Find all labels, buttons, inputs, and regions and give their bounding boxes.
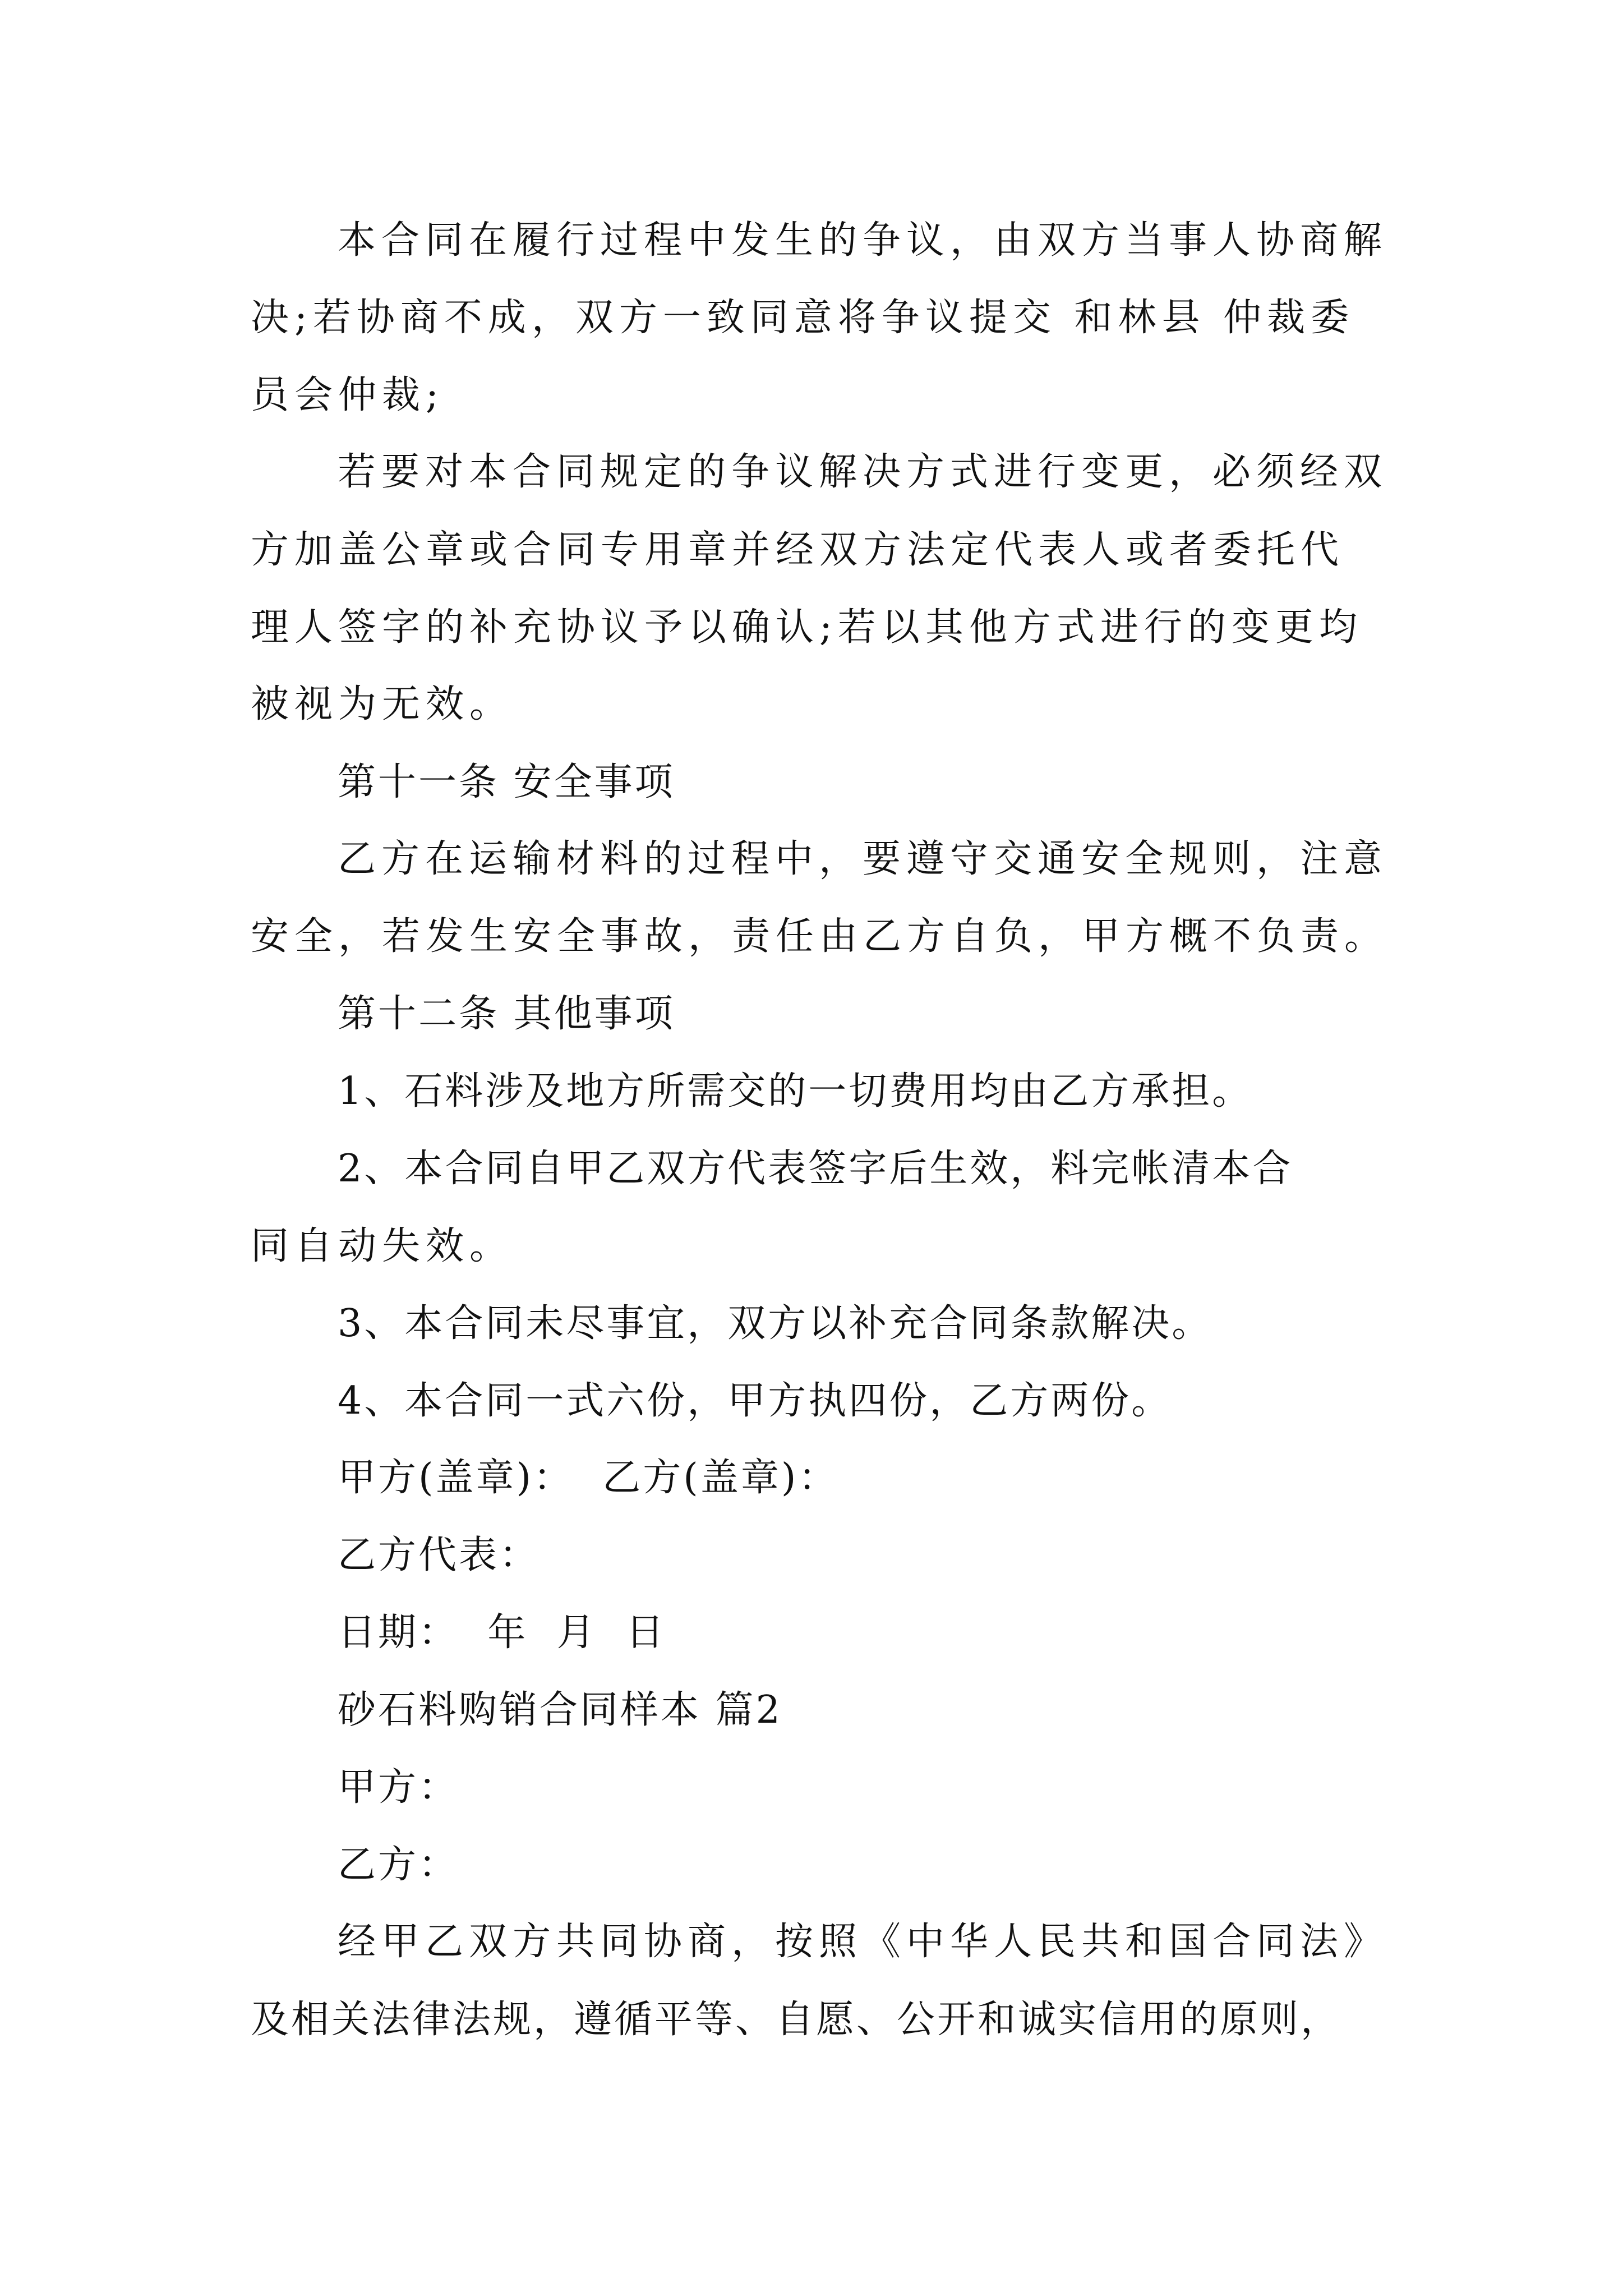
section-heading-12: 第十二条 其他事项 (338, 992, 675, 1036)
text-line-5: 方加盖公章或合同专用章并经双方法定代表人或者委托代 (251, 528, 1345, 572)
article-title-2: 砂石料购销合同样本 篇2 (338, 1688, 782, 1732)
list-item-1: 1、石料涉及地方所需交的一切费用均由乙方承担。 (338, 1069, 1253, 1114)
list-item-3: 3、本合同未尽事宜，双方以补充合同条款解决。 (338, 1301, 1212, 1346)
text-line-1: 本合同在履行过程中发生的争议，由双方当事人协商解 (338, 218, 1388, 263)
text-line-7: 被视为无效。 (251, 682, 514, 726)
party-seal-line: 甲方(盖章)： 乙方(盖章)： (338, 1456, 839, 1500)
text-line-10: 安全，若发生安全事故，责任由乙方自负，甲方概不负责。 (251, 914, 1389, 959)
list-item-2: 2、本合同自甲乙双方代表签字后生效，料完帐清本合 (338, 1147, 1293, 1191)
text-line-24: 及相关法律法规，遵循平等、自愿、公开和诚实信用的原则， (251, 1998, 1341, 2042)
text-line-2: 决;若协商不成，双方一致同意将争议提交 和林县 仲裁委 (251, 296, 1355, 340)
party-a-label: 甲方： (338, 1765, 459, 1810)
section-heading-11: 第十一条 安全事项 (338, 760, 675, 804)
party-b-representative: 乙方代表： (338, 1533, 540, 1577)
text-line-3: 员会仲裁; (251, 373, 444, 417)
text-line-6: 理人签字的补充协议予以确认;若以其他方式进行的变更均 (251, 605, 1363, 650)
text-line-9: 乙方在运输材料的过程中，要遵守交通安全规则，注意 (338, 837, 1388, 881)
party-b-label: 乙方： (338, 1843, 459, 1887)
text-line-14: 同自动失效。 (251, 1224, 514, 1268)
text-line-23: 经甲乙双方共同协商，按照《中华人民共和国合同法》 (338, 1920, 1388, 1964)
text-line-4: 若要对本合同规定的争议解决方式进行变更，必须经双 (338, 450, 1388, 494)
list-item-4: 4、本合同一式六份，甲方执四份，乙方两份。 (338, 1379, 1172, 1423)
date-line: 日期： 年 月 日 (338, 1611, 666, 1655)
